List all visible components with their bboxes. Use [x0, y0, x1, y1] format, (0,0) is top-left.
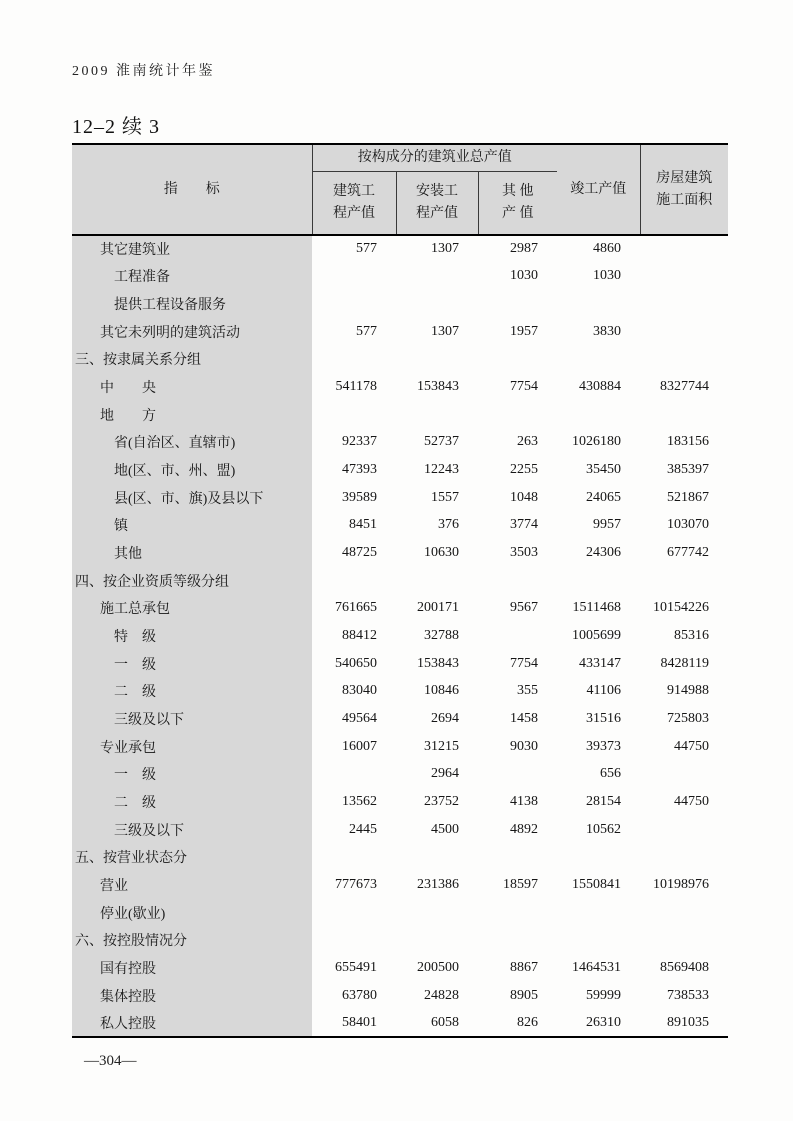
cell-value: 577 [356, 323, 377, 339]
cell-value: 1048 [510, 489, 538, 505]
row-label: 集体控股 [72, 982, 312, 1010]
cell-value [640, 235, 728, 263]
header-floor-space [640, 144, 728, 235]
table-row [72, 373, 728, 401]
row-label: 工程准备 [72, 263, 312, 291]
row-label: 镇 [72, 512, 312, 540]
cell-value: 26310 [586, 1014, 621, 1030]
row-label: 其他 [72, 539, 312, 567]
cell-value: 35450 [586, 462, 621, 478]
cell-value [478, 926, 557, 954]
cell-value: 13562 [342, 793, 377, 809]
cell-value: 8327744 [660, 379, 709, 395]
cell-value: 1026180 [572, 434, 621, 450]
row-label: 省(自治区、直辖市) [72, 429, 312, 457]
cell-value: 49564 [342, 710, 377, 726]
cell-value [640, 401, 728, 429]
cell-value: 28154 [586, 793, 621, 809]
cell-value [396, 843, 478, 871]
cell-value [640, 567, 728, 595]
table-row [72, 484, 728, 512]
cell-value: 39373 [586, 738, 621, 754]
cell-value: 24306 [586, 545, 621, 561]
table-row [72, 650, 728, 678]
cell-value: 3830 [593, 323, 621, 339]
table-row [72, 512, 728, 540]
cell-value: 39589 [342, 489, 377, 505]
header-other-output: 其 他 产 值 [478, 171, 557, 235]
table-row [72, 843, 728, 871]
table-row [72, 705, 728, 733]
cell-value: 914988 [667, 683, 709, 699]
cell-value: 761665 [335, 600, 377, 616]
cell-value: 59999 [586, 987, 621, 1003]
row-label: 一 级 [72, 760, 312, 788]
cell-value: 433147 [579, 655, 621, 671]
header-construction-output: 建筑工 程产值 [312, 171, 396, 235]
cell-value: 200500 [417, 959, 459, 975]
cell-value: 677742 [667, 545, 709, 561]
cell-value: 31516 [586, 710, 621, 726]
cell-value: 10630 [424, 545, 459, 561]
cell-value: 541178 [335, 379, 377, 395]
cell-value [312, 346, 396, 374]
table-row [72, 567, 728, 595]
row-label: 五、按营业状态分 [72, 843, 312, 871]
cell-value: 4138 [510, 793, 538, 809]
row-label: 地 方 [72, 401, 312, 429]
table-row [72, 401, 728, 429]
cell-value: 263 [517, 434, 538, 450]
cell-value: 6058 [431, 1014, 459, 1030]
row-label: 其它未列明的建筑活动 [72, 318, 312, 346]
row-label: 专业承包 [72, 733, 312, 761]
cell-value [396, 290, 478, 318]
cell-value: 12243 [424, 462, 459, 478]
header-installation-output: 安装工 程产值 [396, 171, 478, 235]
row-label: 营业 [72, 871, 312, 899]
cell-value [478, 401, 557, 429]
cell-value [478, 843, 557, 871]
cell-value: 2964 [431, 766, 459, 782]
cell-value: 10846 [424, 683, 459, 699]
table-row [72, 429, 728, 457]
cell-value: 8905 [510, 987, 538, 1003]
cell-value: 1030 [593, 268, 621, 284]
cell-value: 577 [356, 241, 377, 257]
cell-value: 8569408 [660, 959, 709, 975]
book-title: 2009 淮南统计年鉴 [72, 64, 215, 79]
table-row [72, 595, 728, 623]
cell-value: 1307 [431, 241, 459, 257]
table-row [72, 622, 728, 650]
row-label: 特 级 [72, 622, 312, 650]
cell-value [640, 899, 728, 927]
cell-value [396, 899, 478, 927]
row-label: 一 级 [72, 650, 312, 678]
row-label: 四、按企业资质等级分组 [72, 567, 312, 595]
cell-value [557, 567, 640, 595]
table-row [72, 871, 728, 899]
cell-value: 7754 [510, 655, 538, 671]
cell-value: 16007 [342, 738, 377, 754]
table-row [72, 263, 728, 291]
table-row [72, 899, 728, 927]
cell-value: 430884 [579, 379, 621, 395]
cell-value: 1307 [431, 323, 459, 339]
header-floor-space-line1: 房屋建筑 [656, 170, 713, 186]
cell-value [312, 760, 396, 788]
cell-value: 655491 [335, 959, 377, 975]
cell-value [396, 346, 478, 374]
cell-value: 2255 [510, 462, 538, 478]
table-row [72, 456, 728, 484]
cell-value [312, 899, 396, 927]
header-floor-space-line2: 施工面积 [656, 192, 713, 208]
cell-value: 47393 [342, 462, 377, 478]
cell-value [557, 346, 640, 374]
cell-value [396, 263, 478, 291]
cell-value [557, 401, 640, 429]
cell-value: 92337 [342, 434, 377, 450]
cell-value: 103070 [667, 517, 709, 533]
row-label: 三级及以下 [72, 705, 312, 733]
cell-value: 24065 [586, 489, 621, 505]
page-number: —304— [84, 1053, 137, 1069]
cell-value: 355 [517, 683, 538, 699]
cell-value: 826 [517, 1014, 538, 1030]
cell-value [312, 926, 396, 954]
cell-value: 9957 [593, 517, 621, 533]
table-body [72, 235, 728, 1037]
cell-value [396, 401, 478, 429]
cell-value: 153843 [417, 379, 459, 395]
cell-value: 1464531 [572, 959, 621, 975]
row-label: 中 央 [72, 373, 312, 401]
cell-value: 1511468 [572, 600, 621, 616]
cell-value: 9567 [510, 600, 538, 616]
cell-value: 4500 [431, 821, 459, 837]
cell-value [312, 567, 396, 595]
cell-value: 385397 [667, 462, 709, 478]
cell-value: 85316 [674, 628, 709, 644]
cell-value: 738533 [667, 987, 709, 1003]
header-indicator: 指 标 [72, 144, 312, 235]
cell-value: 44750 [674, 738, 709, 754]
cell-value: 153843 [417, 655, 459, 671]
cell-value: 10198976 [653, 876, 709, 892]
cell-value: 3503 [510, 545, 538, 561]
cell-value [640, 816, 728, 844]
cell-value: 777673 [335, 876, 377, 892]
cell-value: 52737 [424, 434, 459, 450]
cell-value: 2987 [510, 241, 538, 257]
cell-value: 376 [438, 517, 459, 533]
cell-value [640, 843, 728, 871]
row-label: 其它建筑业 [72, 235, 312, 263]
cell-value [312, 401, 396, 429]
cell-value: 83040 [342, 683, 377, 699]
cell-value [312, 263, 396, 291]
cell-value [640, 346, 728, 374]
cell-value: 8428119 [660, 655, 709, 671]
table-header [72, 144, 728, 235]
table-row [72, 290, 728, 318]
cell-value: 32788 [424, 628, 459, 644]
cell-value: 8451 [349, 517, 377, 533]
cell-value: 10562 [586, 821, 621, 837]
cell-value: 1550841 [572, 876, 621, 892]
cell-value [478, 622, 557, 650]
table-row [72, 816, 728, 844]
cell-value [312, 843, 396, 871]
row-label: 县(区、市、旗)及县以下 [72, 484, 312, 512]
row-label: 施工总承包 [72, 595, 312, 623]
table-title: 12–2 续 3 [72, 116, 160, 138]
row-label: 私人控股 [72, 1009, 312, 1037]
cell-value: 10154226 [653, 600, 709, 616]
cell-value [640, 318, 728, 346]
cell-value: 8867 [510, 959, 538, 975]
row-label: 二 级 [72, 678, 312, 706]
statistics-table [72, 143, 728, 1038]
cell-value: 1957 [510, 323, 538, 339]
cell-value [312, 290, 396, 318]
cell-value [640, 926, 728, 954]
cell-value [640, 760, 728, 788]
cell-value: 48725 [342, 545, 377, 561]
cell-value: 18597 [503, 876, 538, 892]
cell-value: 1030 [510, 268, 538, 284]
table-row [72, 954, 728, 982]
row-label: 三、按隶属关系分组 [72, 346, 312, 374]
table-row [72, 346, 728, 374]
cell-value [640, 290, 728, 318]
cell-value: 725803 [667, 710, 709, 726]
cell-value: 4860 [593, 241, 621, 257]
table-row [72, 235, 728, 263]
cell-value: 3774 [510, 517, 538, 533]
table-row [72, 760, 728, 788]
table-row [72, 733, 728, 761]
row-label: 国有控股 [72, 954, 312, 982]
table-row [72, 1009, 728, 1037]
cell-value [478, 346, 557, 374]
cell-value: 183156 [667, 434, 709, 450]
cell-value: 44750 [674, 793, 709, 809]
cell-value: 7754 [510, 379, 538, 395]
cell-value [478, 760, 557, 788]
table-row [72, 982, 728, 1010]
table-row [72, 678, 728, 706]
cell-value: 2445 [349, 821, 377, 837]
cell-value: 58401 [342, 1014, 377, 1030]
cell-value: 1005699 [572, 628, 621, 644]
cell-value: 540650 [335, 655, 377, 671]
row-label: 六、按控股情况分 [72, 926, 312, 954]
cell-value: 2694 [431, 710, 459, 726]
cell-value: 891035 [667, 1014, 709, 1030]
table-row [72, 788, 728, 816]
cell-value: 200171 [417, 600, 459, 616]
cell-value: 24828 [424, 987, 459, 1003]
cell-value: 41106 [586, 683, 621, 699]
cell-value: 521867 [667, 489, 709, 505]
table-row [72, 926, 728, 954]
cell-value: 656 [600, 766, 621, 782]
row-label: 三级及以下 [72, 816, 312, 844]
cell-value [396, 567, 478, 595]
cell-value: 4892 [510, 821, 538, 837]
cell-value [557, 926, 640, 954]
cell-value: 31215 [424, 738, 459, 754]
cell-value [557, 899, 640, 927]
row-label: 二 级 [72, 788, 312, 816]
row-label: 地(区、市、州、盟) [72, 456, 312, 484]
cell-value [478, 567, 557, 595]
cell-value: 23752 [424, 793, 459, 809]
cell-value: 1557 [431, 489, 459, 505]
cell-value [557, 290, 640, 318]
header-group-output-by-composition: 按构成分的建筑业总产值 [312, 144, 557, 171]
cell-value [478, 899, 557, 927]
cell-value: 9030 [510, 738, 538, 754]
table-row [72, 318, 728, 346]
cell-value: 231386 [417, 876, 459, 892]
cell-value [640, 263, 728, 291]
cell-value [478, 290, 557, 318]
cell-value: 63780 [342, 987, 377, 1003]
cell-value: 1458 [510, 710, 538, 726]
table-row [72, 539, 728, 567]
cell-value [557, 843, 640, 871]
row-label: 停业(歇业) [72, 899, 312, 927]
header-completed-output: 竣工产值 [557, 144, 640, 235]
cell-value: 88412 [342, 628, 377, 644]
row-label: 提供工程设备服务 [72, 290, 312, 318]
cell-value [396, 926, 478, 954]
